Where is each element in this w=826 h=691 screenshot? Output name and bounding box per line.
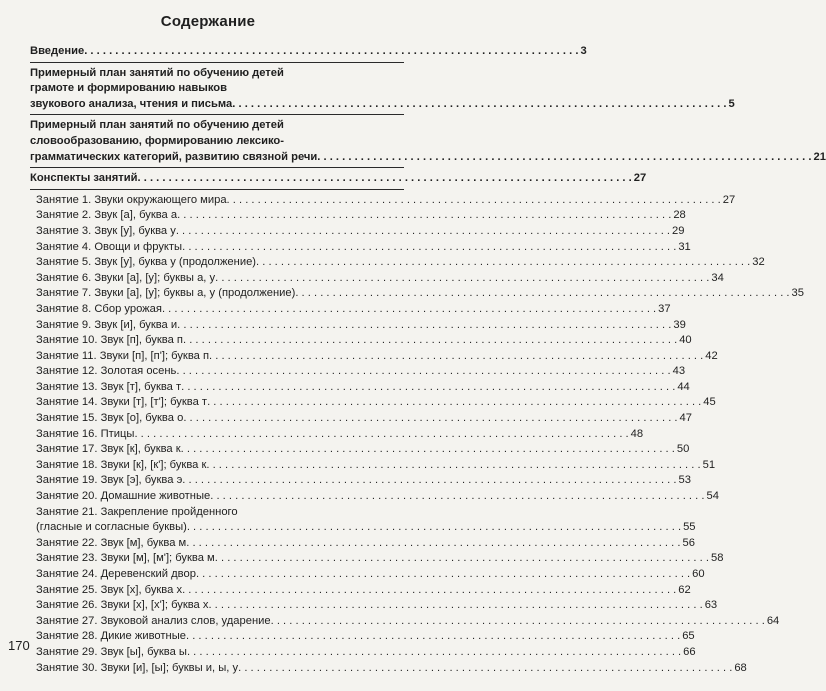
toc-label-line: словообразованию, формированию лексико- xyxy=(30,134,284,147)
list-item xyxy=(30,395,716,411)
leader-dots: . . . . . . . . . . . . . . . . . . . . . . . . . . . . . . . . . . . . . . . . . . . . . . . . . . . . . . . . . . . . . . . . . . . . . . . . . . . . . . . . xyxy=(177,209,672,222)
toc-label: Занятие 19. Звук [э], буква э xyxy=(36,474,183,487)
divider xyxy=(30,114,404,115)
list-item xyxy=(30,614,780,630)
toc-page: 65 xyxy=(682,630,695,643)
toc-label: Занятие 4. Овощи и фрукты xyxy=(36,240,183,253)
toc-page: 53 xyxy=(678,474,691,487)
list-item xyxy=(30,427,644,443)
toc-label: Занятие 15. Звук [о], буква о xyxy=(36,412,184,425)
toc-label: Занятие 12. Золотая осень xyxy=(36,365,177,378)
leader-dots: . . . . . . . . . . . . . . . . . . . . . . . . . . . . . . . . . . . . . . . . . . . . . . . . . . . . . . . . . . . . . . . . . . . . . . . . . . . . . . . . xyxy=(215,271,710,284)
toc-page: 51 xyxy=(702,458,716,471)
list-item xyxy=(30,442,690,458)
list-item xyxy=(30,583,691,599)
toc-page: 27 xyxy=(633,172,647,185)
toc-section-plan-speech xyxy=(30,118,826,165)
list-item xyxy=(30,411,692,427)
list-item xyxy=(30,380,690,396)
toc-label: Занятие 7. Звуки [а], [у]; буквы а, у (продолжение) xyxy=(36,287,296,300)
toc-page: 39 xyxy=(673,318,686,331)
toc-label: Занятие 27. Звуковой анализ слов, ударение xyxy=(36,614,271,627)
list-item xyxy=(30,458,716,474)
toc-page: 68 xyxy=(734,661,747,674)
toc-label: Занятие 17. Звук [к], буква к xyxy=(36,443,181,456)
toc-label: Занятие 14. Звуки [т], [т']; буква т xyxy=(36,396,208,409)
leader-dots: . . . . . . . . . . . . . . . . . . . . . . . . . . . . . . . . . . . . . . . . . . . . . . . . . . . . . . . . . . . . . . . . . . . . . . . . . . . . . . . . xyxy=(206,458,701,471)
leader-dots: . . . . . . . . . . . . . . . . . . . . . . . . . . . . . . . . . . . . . . . . . . . . . . . . . . . . . . . . . . . . . . . . . . . . . . . . . . . . . . . . xyxy=(209,349,704,362)
leader-dots: . . . . . . . . . . . . . . . . . . . . . . . . . . . . . . . . . . . . . . . . . . . . . . . . . . . . . . . . . . . . . . . . . . . . . . . . . . . . . . . . xyxy=(137,172,632,185)
toc-page: 64 xyxy=(766,614,780,627)
toc-page: 56 xyxy=(682,536,695,549)
leader-dots: . . . . . . . . . . . . . . . . . . . . . . . . . . . . . . . . . . . . . . . . . . . . . . . . . . . . . . . . . . . . . . . . . . . . . . . . . . . . . . . . xyxy=(186,536,681,549)
leader-dots: . . . . . . . . . . . . . . . . . . . . . . . . . . . . . . . . . . . . . . . . . . . . . . . . . . . . . . . . . . . . . . . . . . . . . . . . . . . . . . . . xyxy=(181,380,676,393)
list-item xyxy=(30,536,695,552)
toc-label: Занятие 23. Звуки [м], [м']; буква м xyxy=(36,552,215,565)
list-item xyxy=(30,224,685,240)
list-item xyxy=(30,629,695,645)
list-item xyxy=(30,489,719,505)
toc-label: Занятие 11. Звуки [п], [п']; буква п xyxy=(36,349,210,362)
leader-dots: . . . . . . . . . . . . . . . . . . . . . . . . . . . . . . . . . . . . . . . . . . . . . . . . . . . . . . . . . . . . . . . . . . . . . . . . . . . . . . . . xyxy=(238,661,733,674)
leader-dots: . . . . . . . . . . . . . . . . . . . . . . . . . . . . . . . . . . . . . . . . . . . . . . . . . . . . . . . . . . . . . . . . . . . . . . . . . . . . . . . . xyxy=(84,45,579,57)
list-item xyxy=(30,567,705,583)
list-item xyxy=(30,551,724,567)
leader-dots: . . . . . . . . . . . . . . . . . . . . . . . . . . . . . . . . . . . . . . . . . . . . . . . . . . . . . . . . . . . . . . . . . . . . . . . . . . . . . . . . xyxy=(317,150,812,163)
list-item xyxy=(30,333,692,349)
toc-label-line: Примерный план занятий по обучению детей xyxy=(30,66,284,79)
toc-section-lessons xyxy=(30,171,647,187)
list-item xyxy=(30,302,671,318)
toc-label: Занятие 28. Дикие животные xyxy=(36,630,186,643)
toc-label-line: Примерный план занятий по обучению детей xyxy=(30,119,284,132)
list-item xyxy=(30,286,804,302)
divider xyxy=(30,167,404,168)
toc-label: Занятие 18. Звуки [к], [к']; буква к xyxy=(36,458,207,471)
toc-label: Занятие 25. Звук [х], буква х xyxy=(36,583,183,596)
toc-label-line: Занятие 21. Закрепление пройденного xyxy=(36,505,238,518)
lesson-list xyxy=(30,193,804,676)
toc-label: Введение xyxy=(30,45,85,57)
toc-page: 60 xyxy=(692,568,705,580)
leader-dots: . . . . . . . . . . . . . . . . . . . . . . . . . . . . . . . . . . . . . . . . . . . . . . . . . . . . . . . . . . . . . . . . . . . . . . . . . . . . . . . . xyxy=(182,474,677,487)
toc-page: 40 xyxy=(679,334,692,347)
toc-page: 37 xyxy=(658,302,671,315)
toc-label: Занятие 20. Домашние животные xyxy=(36,490,211,503)
toc-page: 31 xyxy=(678,240,691,253)
toc-page: 58 xyxy=(710,552,724,565)
leader-dots: . . . . . . . . . . . . . . . . . . . . . . . . . . . . . . . . . . . . . . . . . . . . . . . . . . . . . . . . . . . . . . . . . . . . . . . . . . . . . . . . xyxy=(134,427,629,440)
toc-label: Конспекты занятий xyxy=(30,172,138,185)
leader-dots: . . . . . . . . . . . . . . . . . . . . . . . . . . . . . . . . . . . . . . . . . . . . . . . . . . . . . . . . . . . . . . . . . . . . . . . . . . . . . . . . xyxy=(295,287,790,300)
list-item xyxy=(30,645,696,661)
leader-dots: . . . . . . . . . . . . . . . . . . . . . . . . . . . . . . . . . . . . . . . . . . . . . . . . . . . . . . . . . . . . . . . . . . . . . . . . . . . . . . . . xyxy=(175,224,671,237)
toc-page: 62 xyxy=(678,583,691,596)
toc-label: Занятие 29. Звук [ы], буква ы xyxy=(36,645,187,658)
toc-label-line: звукового анализа, чтения и письма xyxy=(30,97,233,110)
toc-label-line: (гласные и согласные буквы) xyxy=(36,521,187,534)
toc-page: 48 xyxy=(630,427,644,440)
toc-label: Занятие 1. Звуки окружающего мира xyxy=(36,193,227,206)
leader-dots: . . . . . . . . . . . . . . . . . . . . . . . . . . . . . . . . . . . . . . . . . . . . . . . . . . . . . . . . . . . . . . . . . . . . . . . . . . . . . . . . xyxy=(185,630,681,643)
toc-page: 28 xyxy=(673,209,686,222)
toc-label-line: грамматических категорий, развитию связной речи xyxy=(30,150,318,163)
leader-dots: . . . . . . . . . . . . . . . . . . . . . . . . . . . . . . . . . . . . . . . . . . . . . . . . . . . . . . . . . . . . . . . . . . . . . . . . . . . . . . . . xyxy=(177,318,672,331)
leader-dots: . . . . . . . . . . . . . . . . . . . . . . . . . . . . . . . . . . . . . . . . . . . . . . . . . . . . . . . . . . . . . . . . . . . . . . . . . . . . . . . . xyxy=(180,443,675,456)
toc-page: 35 xyxy=(791,287,804,300)
leader-dots: . . . . . . . . . . . . . . . . . . . . . . . . . . . . . . . . . . . . . . . . . . . . . . . . . . . . . . . . . . . . . . . . . . . . . . . . . . . . . . . . xyxy=(161,302,657,315)
toc-page: 3 xyxy=(580,45,587,57)
list-item xyxy=(30,364,686,380)
toc-section-intro xyxy=(30,44,587,60)
toc-page: 34 xyxy=(711,271,724,284)
leader-dots: . . . . . . . . . . . . . . . . . . . . . . . . . . . . . . . . . . . . . . . . . . . . . . . . . . . . . . . . . . . . . . . . . . . . . . . . . . . . . . . . xyxy=(182,583,677,596)
toc-page: 54 xyxy=(706,490,719,503)
leader-dots: . . . . . . . . . . . . . . . . . . . . . . . . . . . . . . . . . . . . . . . . . . . . . . . . . . . . . . . . . . . . . . . . . . . . . . . . . . . . . . . . xyxy=(270,614,765,627)
list-item xyxy=(30,193,736,209)
toc-page: 29 xyxy=(672,224,685,237)
list-item xyxy=(30,598,718,614)
toc-page: 47 xyxy=(679,412,692,425)
list-item xyxy=(30,349,718,365)
leader-dots: . . . . . . . . . . . . . . . . . . . . . . . . . . . . . . . . . . . . . . . . . . . . . . . . . . . . . . . . . . . . . . . . . . . . . . . . . . . . . . . . xyxy=(232,97,727,110)
leader-dots: . . . . . . . . . . . . . . . . . . . . . . . . . . . . . . . . . . . . . . . . . . . . . . . . . . . . . . . . . . . . . . . . . . . . . . . . . . . . . . . . xyxy=(183,412,678,425)
list-item xyxy=(30,255,765,271)
toc-page: 43 xyxy=(672,365,686,378)
toc-label: Занятие 16. Птицы xyxy=(36,427,135,440)
toc-label: Занятие 26. Звуки [х], [х']; буква х xyxy=(36,599,209,612)
leader-dots: . . . . . . . . . . . . . . . . . . . . . . . . . . . . . . . . . . . . . . . . . . . . . . . . . . . . . . . . . . . . . . . . . . . . . . . . . . . . . . . . xyxy=(210,490,705,503)
toc-page: 42 xyxy=(705,349,718,362)
leader-dots: . . . . . . . . . . . . . . . . . . . . . . . . . . . . . . . . . . . . . . . . . . . . . . . . . . . . . . . . . . . . . . . . . . . . . . . . . . . . . . . . xyxy=(176,365,671,378)
list-item xyxy=(30,208,686,224)
toc-label: Занятие 6. Звуки [а], [у]; буквы а, у xyxy=(36,271,216,284)
leader-dots: . . . . . . . . . . . . . . . . . . . . . . . . . . . . . . . . . . . . . . . . . . . . . . . . . . . . . . . . . . . . . . . . . . . . . . . . . . . . . . . . xyxy=(182,240,677,253)
toc-page: 66 xyxy=(683,645,696,658)
toc-page: 44 xyxy=(677,380,690,393)
list-item xyxy=(30,318,686,334)
table-of-contents xyxy=(30,44,826,676)
leader-dots: . . . . . . . . . . . . . . . . . . . . . . . . . . . . . . . . . . . . . . . . . . . . . . . . . . . . . . . . . . . . . . . . . . . . . . . . . . . . . . . . xyxy=(207,396,702,409)
toc-label: Занятие 22. Звук [м], буква м xyxy=(36,536,187,549)
list-item xyxy=(30,473,691,489)
toc-section-plan-literacy xyxy=(30,66,735,113)
list-item xyxy=(30,505,696,536)
toc-label: Занятие 24. Деревенский двор xyxy=(36,568,196,580)
toc-label: Занятие 30. Звуки [и], [ы]; буквы и, ы, у xyxy=(36,661,239,674)
toc-label-line: грамоте и формированию навыков xyxy=(30,82,227,95)
toc-label: Занятие 5. Звук [у], буква у (продолжение) xyxy=(36,256,257,269)
divider xyxy=(30,189,404,190)
toc-label: Занятие 13. Звук [т], буква т xyxy=(36,380,182,393)
leader-dots: . . . . . . . . . . . . . . . . . . . . . . . . . . . . . . . . . . . . . . . . . . . . . . . . . . . . . . . . . . . . . . . . . . . . . . . . . . . . . . . . xyxy=(195,568,691,580)
leader-dots: . . . . . . . . . . . . . . . . . . . . . . . . . . . . . . . . . . . . . . . . . . . . . . . . . . . . . . . . . . . . . . . . . . . . . . . . . . . . . . . . xyxy=(182,334,678,347)
page-title: Содержание xyxy=(160,13,256,30)
toc-label: Занятие 3. Звук [у], буква у xyxy=(36,224,176,237)
toc-page: 5 xyxy=(728,97,735,110)
list-item xyxy=(30,661,747,677)
toc-label: Занятие 10. Звук [п], буква п xyxy=(36,334,183,347)
toc-label: Занятие 8. Сбор урожая xyxy=(36,302,162,315)
toc-label: Занятие 2. Звук [а], буква а xyxy=(36,209,178,222)
list-item xyxy=(30,240,691,256)
leader-dots: . . . . . . . . . . . . . . . . . . . . . . . . . . . . . . . . . . . . . . . . . . . . . . . . . . . . . . . . . . . . . . . . . . . . . . . . . . . . . . . . xyxy=(226,193,721,206)
leader-dots: . . . . . . . . . . . . . . . . . . . . . . . . . . . . . . . . . . . . . . . . . . . . . . . . . . . . . . . . . . . . . . . . . . . . . . . . . . . . . . . . xyxy=(186,521,682,534)
list-item xyxy=(30,271,724,287)
toc-page: 32 xyxy=(752,256,765,269)
toc-page: 45 xyxy=(703,396,716,409)
toc-page: 21 xyxy=(813,150,826,163)
leader-dots: . . . . . . . . . . . . . . . . . . . . . . . . . . . . . . . . . . . . . . . . . . . . . . . . . . . . . . . . . . . . . . . . . . . . . . . . . . . . . . . . xyxy=(214,552,709,565)
toc-label: Занятие 9. Звук [и], буква и xyxy=(36,318,178,331)
leader-dots: . . . . . . . . . . . . . . . . . . . . . . . . . . . . . . . . . . . . . . . . . . . . . . . . . . . . . . . . . . . . . . . . . . . . . . . . . . . . . . . . xyxy=(256,256,751,269)
toc-page: 27 xyxy=(722,193,736,206)
toc-page: 63 xyxy=(704,599,718,612)
leader-dots: . . . . . . . . . . . . . . . . . . . . . . . . . . . . . . . . . . . . . . . . . . . . . . . . . . . . . . . . . . . . . . . . . . . . . . . . . . . . . . . . xyxy=(186,645,682,658)
toc-page: 55 xyxy=(683,521,696,534)
toc-page: 50 xyxy=(676,443,690,456)
divider xyxy=(30,62,404,63)
page-number: 170 xyxy=(8,638,30,653)
leader-dots: . . . . . . . . . . . . . . . . . . . . . . . . . . . . . . . . . . . . . . . . . . . . . . . . . . . . . . . . . . . . . . . . . . . . . . . . . . . . . . . . xyxy=(208,599,703,612)
